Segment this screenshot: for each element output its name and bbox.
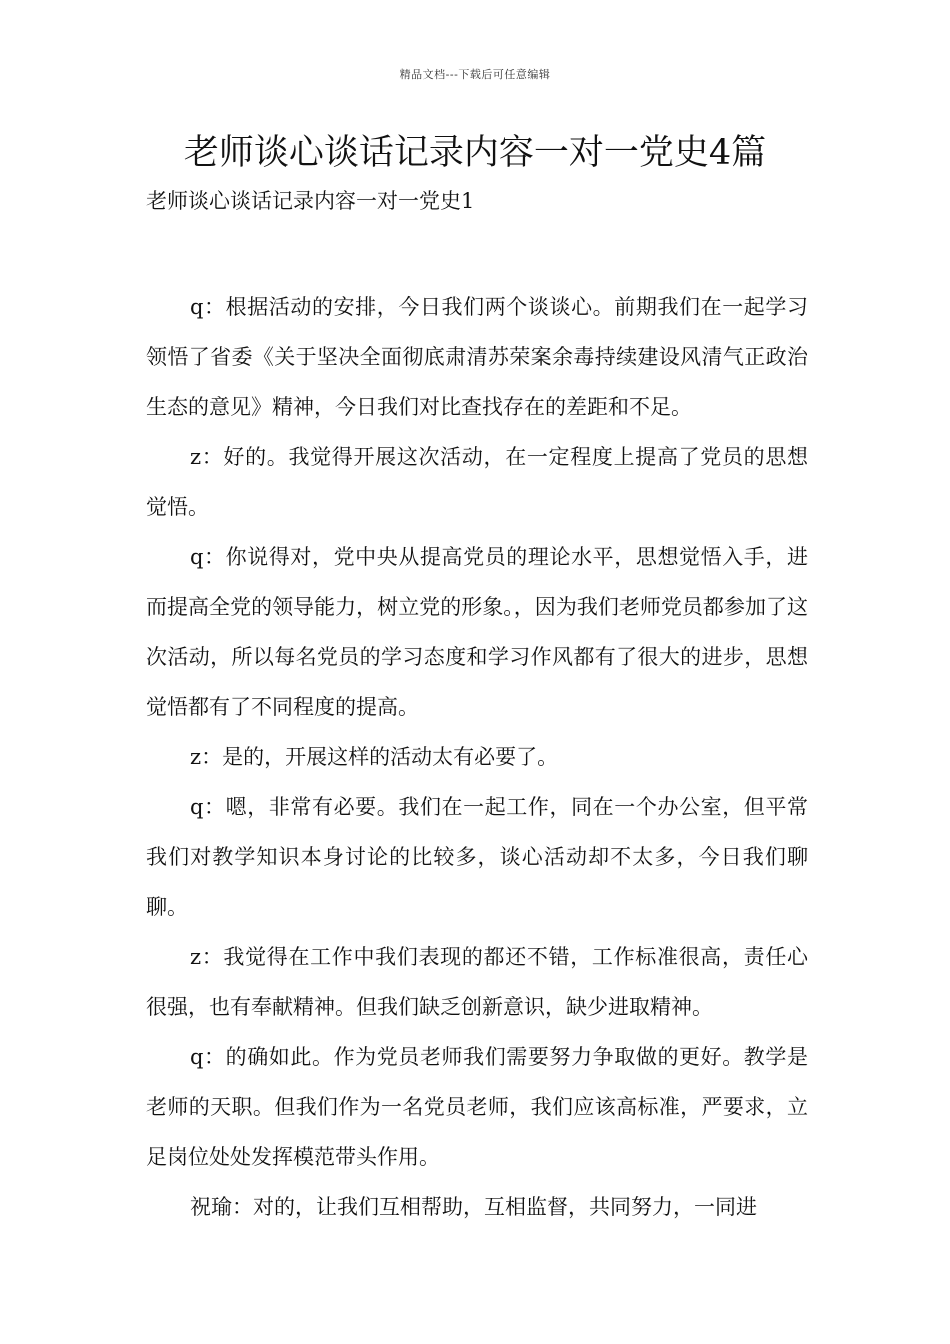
paragraph: z：我觉得在工作中我们表现的都还不错，工作标准很高，责任心很强，也有奉献精神。但我们缺乏创新意识，缺少进取精神。 [146, 945, 808, 1019]
paragraph: q：根据活动的安排，今日我们两个谈谈心。前期我们在一起学习领悟了省委《关于坚决全面彻底肃清苏荣案余毒持续建设风清气正政治生态的意见》精神，今日我们对比查找存在的差距和不足。 [146, 295, 808, 419]
document-title: 老师谈心谈话记录内容一对一党史4篇 [183, 133, 767, 173]
paragraph: 祝瑜：对的，让我们互相帮助，互相监督，共同努力，一同进 [190, 1195, 757, 1219]
paragraph: q：嗯，非常有必要。我们在一起工作，同在一个办公室，但平常我们对教学知识本身讨论的比较多，谈心活动却不太多，今日我们聊聊。 [146, 795, 808, 919]
paragraph: q：你说得对，党中央从提高党员的理论水平，思想觉悟入手，进而提高全党的领导能力，树立党的形象。，因为我们老师党员都参加了这次活动，所以每名党员的学习态度和学习作风都有了很大的进步，思想觉悟都有了不同程度的提高。 [146, 545, 808, 719]
section-subtitle: 老师谈心谈话记录内容一对一党史1 [146, 189, 475, 213]
running-header: 精品文档---下载后可任意编辑 [399, 68, 551, 81]
paragraph: z：是的，开展这样的活动太有必要了。 [190, 745, 559, 769]
paragraph: q：的确如此。作为党员老师我们需要努力争取做的更好。教学是老师的天职。但我们作为一名党员老师，我们应该高标准，严要求，立足岗位处处发挥模范带头作用。 [146, 1045, 808, 1169]
paragraph: z：好的。我觉得开展这次活动，在一定程度上提高了党员的思想觉悟。 [146, 445, 808, 519]
body-text [146, 282, 808, 1232]
